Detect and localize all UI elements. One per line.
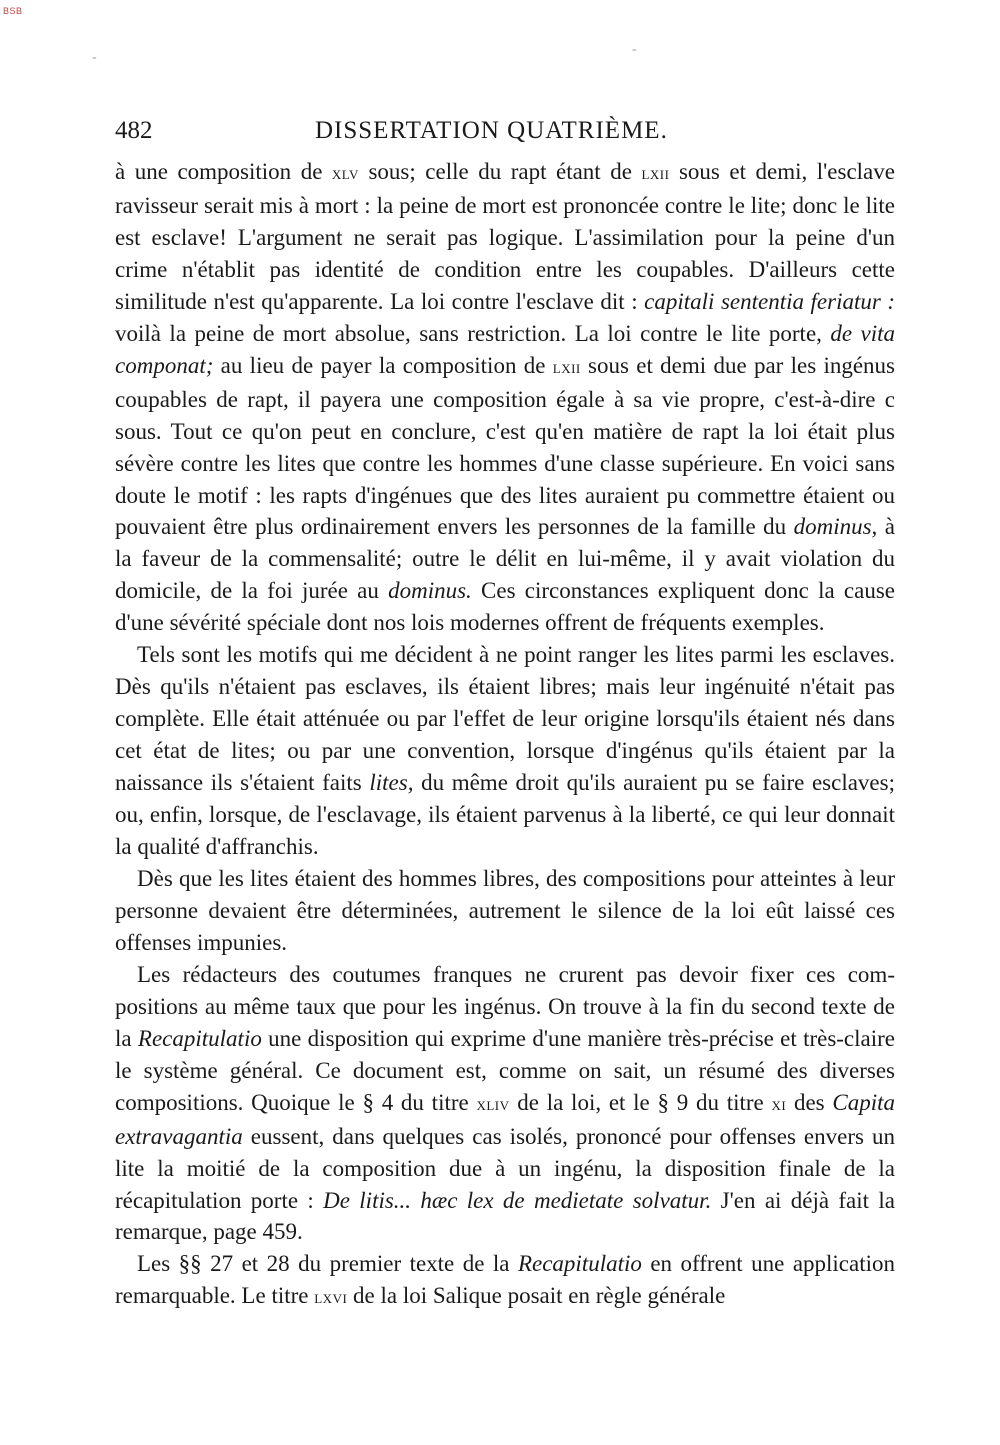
page-header	[115, 116, 895, 146]
roman-numeral: lxii	[641, 163, 670, 184]
roman-numeral: lxii	[552, 356, 581, 378]
italic-run: Recapitulatio	[137, 1025, 262, 1051]
text-run: sous; celle du rapt étant de	[358, 159, 642, 184]
text-run: sous et demi, l'esclave ravisseur serait mis à mort : la peine de mort est prononcée contre le lite; donc le lite est esclave! L'argument ne serait pas logique. L'assimilation pour la peine d'un crime n'établit pas identité de condition entre les coupables. D'ailleurs cette similitude n'est qu'apparente. La loi contre l'esclave dit :	[115, 159, 895, 314]
body-text	[115, 156, 895, 1314]
text-run: du même droit qu'ils auraient pu se faire esclaves; ou, enfin, lorsque, de l'esclavage, ils étaient parvenus à la liberté, ce qui leur donnait la qualité d'affranchis.	[115, 770, 895, 860]
text-run: au lieu de payer la composition de	[213, 352, 553, 378]
roman-numeral: xi	[771, 1093, 787, 1115]
roman-numeral: xlv	[331, 163, 359, 184]
italic-run: Recapitulatio	[517, 1251, 642, 1277]
italic-run: dominus.	[388, 578, 472, 604]
scan-speck: ‐	[632, 42, 637, 57]
text-run: en offrent une application remarquable. Le titre	[115, 1251, 896, 1309]
running-title: DISSERTATION QUATRIÈME.	[315, 117, 668, 144]
scan-speck: ‐	[92, 50, 97, 65]
text-run: une disposition qui exprime d'une manière très-précise et très-claire le système général. Ce document est, comme on sait, un résumé des diverses compositions. Quoique le § 4 du titre	[115, 1025, 896, 1115]
italic-run: dominus,	[793, 514, 878, 540]
text-run: Tels sont les motifs qui me décident à ne point ranger les lites parmi les esclaves. Dès qu'ils n'étaient pas esclaves, ils étaient libres; mais leur ingénuité n'était pas complète. Elle était atténuée ou par l'effet de leur origine lorsqu'ils étaient nés dans cet état de lites; ou par une convention, lorsque d'ingénus qu'ils étaient par la naissance ils s'étaient faits	[115, 642, 895, 796]
library-stamp: BSB	[3, 6, 23, 16]
page-number: 482	[115, 117, 153, 144]
text-run: J'en ai déjà fait la remarque, page 459.	[115, 1187, 895, 1245]
text-run: à une composition de	[115, 159, 332, 184]
paragraph	[115, 863, 895, 959]
text-run: à la faveur de la commensalité; outre le délit en lui-même, il y avait violation du domicile, de la foi jurée au	[115, 514, 895, 604]
roman-numeral: xliv	[476, 1093, 510, 1115]
text-run: des	[786, 1089, 833, 1115]
paragraph	[115, 156, 895, 639]
text-run: de la loi Salique posait en règle générale	[347, 1283, 726, 1309]
text-run: de la loi, et le § 9 du titre	[509, 1089, 772, 1115]
italic-run: lites,	[369, 770, 414, 796]
text-run: Les rédacteurs des coutumes franques ne crurent pas devoir fixer ces compositions au même taux que pour les ingénus. On trouve à la fin du second texte de la	[115, 961, 895, 1051]
text-run: sous et demi due par les ingénus coupables de rapt, il payera une composition égale à sa vie propre, c'est-à-dire c sous. Tout ce qu'on peut en conclure, c'est qu'en matière de rapt la loi était plus sévère contre les lites que contre les hommes d'une classe supérieure. En voici sans doute le motif : les rapts d'ingénues que des lites auraient pu commettre étaient ou pouvaient être plus ordinairement envers les personnes de la famille du	[115, 352, 896, 540]
paragraph	[115, 959, 895, 1249]
paragraph	[115, 1248, 895, 1314]
roman-numeral: lxvi	[314, 1287, 348, 1309]
text-run: Ces circonstances expliquent donc la cause d'une sévérité spéciale dont nos lois modernes offrent de fréquents exemples.	[115, 578, 896, 636]
italic-run: capitali sententia feriatur :	[644, 288, 896, 314]
text-run: voilà la peine de mort absolue, sans restriction. La loi contre le lite porte,	[115, 320, 831, 346]
italic-run: De litis... hæc lex de medietate solvatur.	[323, 1187, 712, 1213]
text-run: Les §§ 27 et 28 du premier texte de la	[137, 1251, 518, 1277]
text-run: eussent, dans quelques cas isolés, prononcé pour offenses envers un lite la moitié de la composition due à un ingénu, la disposition finale de la récapitulation porte :	[115, 1123, 895, 1213]
text-run: Dès que les lites étaient des hommes libres, des compositions pour atteintes à leur personne devaient être déterminées, autrement le silence de la loi eût laissé ces offenses impunies.	[115, 865, 895, 955]
italic-run: de vita componat;	[115, 320, 895, 378]
paragraph	[115, 639, 895, 863]
italic-run: Capita extravagantia	[115, 1089, 896, 1149]
